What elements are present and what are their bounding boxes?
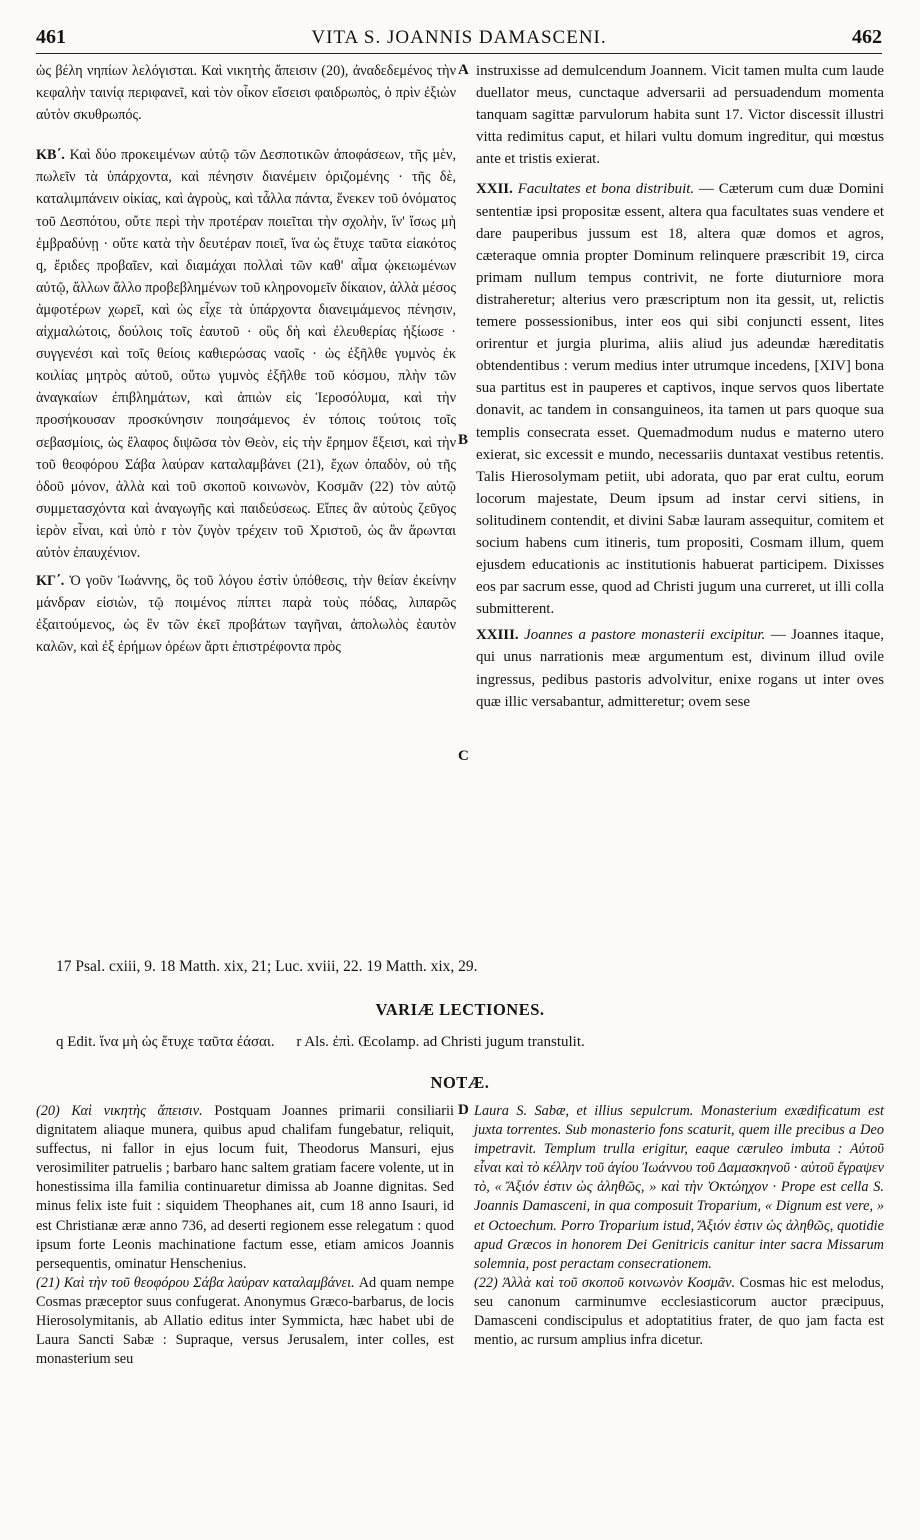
greek-chapter-text: Ὁ γοῦν Ἰωάννης, ὃς τοῦ λόγου ἐστὶν ὑπόθεσις, τὴν θείαν ἐκείνην μάνδραν εἰσιὼν, τῷ ποιμένος πίπτει παρὰ τοὺς πόδας, λιπαρῶς ἐξαιτούμενος, ὡς ἓν τῶν ἐκεῖ προβάτων ταγῆναι, ἀπολωλὸς ἑαυτὸν καλῶν, καὶ ἐξ ἐρήμων ὀρέων ἄρτι ἐπιστρέφοντα πρὸς (36, 573, 457, 656)
running-header (36, 26, 882, 50)
latin-chapter-text: — Joannes itaque, qui unus narrationis meæ argumentum est, divinum illud ovile ingressus, pedibus pastoris advolvitur, enixe rogans ut inter oves quæ illic versabantur, admitteretur; ovem sese (476, 627, 884, 710)
variant-reading: r Als. ἐπὶ. Œcolamp. ad Christi jugum transtulit. (296, 1034, 585, 1050)
variant-reading: q Edit. ἵνα μὴ ὡς ἔτυχε ταῦτα ἐάσαι. (56, 1034, 275, 1050)
page-number-right: 462 (852, 26, 882, 48)
latin-paragraph-1: instruxisse ad demulcendum Joannem. Vicit tamen multa cum laude duellator meus, cunctaque adversarii ad persuadendum momenta tanquam sagittæ parvulorum habita sunt 17. Victor discessit illustri vitta redimitus caput, et hilari vultu domum ingreditur, qui mœstus ante et tristis exierat. (476, 63, 884, 168)
notes-left-column (36, 1102, 454, 1369)
latin-chapter-label: XXIII. (476, 627, 519, 644)
latin-chapter-heading: Facultates et bona distribuit. (517, 181, 695, 198)
greek-column (36, 60, 456, 658)
margin-marker-b: B (458, 432, 469, 448)
greek-paragraph-2 (36, 144, 456, 564)
header-rule (36, 53, 882, 54)
note-text: Postquam Joannes primarii consiliarii dignitatem aliaque munera, quibus apud chalifam fungebatur, reliquit, suffectus, ni fallor in ejus locum fuit, Theodorus Mansuri, ejus verosimiliter patruelis ; barbaro hanc saltem gratiam facere volente, ut in honestissima illa familia continuaretur dimissa ab Joanne dignitas. Sed minus felix iste fuit : siquidem Theophanes ait, cum 18 anno Isauri, id est Christianæ æræ anno 736, ad deserti regionem esse relegatum : quod ipsum forte Leonis machinatione factum esse, etiam amicos Joannis persequentis, ominatur Henschenius. (36, 1103, 454, 1272)
scripture-references: 17 Psal. cxiii, 9. 18 Matth. xix, 21; Luc. xviii, 22. 19 Matth. xix, 29. (56, 958, 478, 975)
greek-chapter-label: ΚΓ΄. (36, 573, 65, 590)
latin-column (476, 60, 884, 713)
note-21 (36, 1274, 454, 1369)
page-number-left: 461 (36, 26, 66, 48)
greek-paragraph-3 (36, 570, 456, 658)
latin-chapter-heading: Joannes a pastore monasterii excipitur. (524, 627, 766, 644)
running-title: VITA S. JOANNIS DAMASCENI. (311, 27, 607, 48)
latin-chapter-label: XXII. (476, 181, 513, 198)
notes-right-column (474, 1102, 884, 1350)
note-text: Cosmas hic est melodus, seu canonum carminumve ecclesiasticorum auctor præcipuus, Damasceni condiscipulus et adoptatitius frater, de quo jam facta est mentio, ac rursum amplius infra dicetur. (474, 1274, 884, 1349)
variae-lectiones (56, 1034, 876, 1051)
note-text: Ad quam nempe Cosmas præceptor suus confugerat. Anonymus Græco-barbarus, de locis Hierosolymitanis, ab Allatio editus inter Symmicta, hæc habet ubi de Laura Sancti Sabæ : Supraque, versus Jerusalem, inter colles, est monasterium seu (36, 1274, 454, 1368)
variae-lectiones-title: VARIÆ LECTIONES. (375, 1000, 545, 1019)
note-lemma: (22) Ἀλλὰ καὶ τοῦ σκοποῦ κοινωνὸν Κοσμᾶν. (474, 1274, 736, 1291)
latin-paragraph-3 (476, 624, 884, 712)
notae-title: NOTÆ. (430, 1073, 490, 1092)
note-22 (474, 1274, 884, 1350)
note-20 (36, 1102, 454, 1274)
greek-chapter-text: Καὶ δύο προκειμένων αὐτῷ τῶν Δεσποτικῶν ἀποφάσεων, τῆς μὲν, πωλεῖν τὰ ὑπάρχοντα, καὶ πένησιν διανέμειν ὁριζομένης · τῆς δὲ, καταλιμπάνειν οἰκίας, καὶ ἀγροὺς, καὶ τἆλλα πάντα, ἕνεκεν τοῦ ὀνόματος τοῦ Δεσπότου, οὔτε περὶ τὴν προτέραν ποιεῖται τὴν σχολὴν, ἵν' ἴσως μὴ ἐμβραδύνῃ · οὔτε κατὰ τὴν δευτέραν ποιεῖ, ἵνα ὡς ἔτυχε ταῦτα εἰακότος q, ἔριδες προβαῖεν, καὶ διαμάχαι πολλαὶ τῶν καθ' αἷμα ᾠκειωμένων αὐτῷ, ἄλλων ἄλλο προβεβλημένων τοῦ κληρονομεῖν δίκαιον, ἀλλὰ μέσος ἀμφοτέρων χωρεῖ, καὶ ὡς εἶχε τὰ ὑπάρχοντα διανειμάμενος πένησιν, αἰχμαλώτοις, δούλοις τοῖς ἑαυτοῦ · οὓς δὴ καὶ ἐλευθερίας ἠξίωσε · συγγενέσι καὶ τοῖς θείοις καθιερώσας ναοῖς · ὡς ἐξῆλθε γυμνὸς ἐκ κοιλίας μητρὸς αὐτοῦ, οὕτω γυμνὸς ἐξῆλθε τοῦ κόσμου, πλὴν τῶν ἀναγκαίων ἐπιβλημάτων, καὶ ἀπιὼν εἰς Ἱεροσόλυμα, καὶ τὴν προσήκουσαν προσκύνησιν ποιησάμενος ἐν τόποις τούτοις τοῖς σεβασμίοις, ὡς ἔλαφος διψῶσα τὸν Θεὸν, εἰς τὴν ἔρημον ἔξεισι, καὶ τὴν τοῦ θεοφόρου Σάβα λαύραν καταλαμβάνει (21), ἔχων ὀπαδὸν, οὐ τῆς ὁδοῦ μόνον, ἀλλὰ καὶ τοῦ σκοποῦ κοινωνὸν, Κοσμᾶν (22) τὸν αὐτῷ συμμετασχόντα καὶ ἀναγωγῆς καὶ παιδεύσεως. Εἴπες ἂν αὐτοὺς ζεῦγος ἱερὸν εἶναι, καὶ ὑπὸ r τὸν ζυγὸν τρέχειν τοῦ Χριστοῦ, ὡς ἂν ἄρωνται αὐτὸν ἐπαυχένιον. (36, 147, 457, 561)
margin-marker-a: A (458, 62, 469, 78)
greek-chapter-label: ΚΒ΄. (36, 147, 65, 164)
margin-marker-d: D (458, 1102, 469, 1118)
latin-chapter-text: — Cæterum cum duæ Domini sententiæ ipsi propositæ essent, altera qua facultates suas vendere et dare pauperibus jussum est 18, altera quæ domos et agros, cæteraque omnia propter Dominum relinquere præscribit 19, circa primam nullum tempus contrivit, ne forte diuturniore mora distraheretur; alterius vero præscriptum non ita gessit, ut, relictis temere possessionibus, inter eos qui sibi conjuncti essent, lites orirentur et jurgia plurima, aliis aliud jus adeundæ hæreditatis obtendentibus : verum medius inter utrumque incedens, [XIV] bona sua partitus est in pauperes et captivos, inque servos quos libertate donavit, ac tandem in consanguineos, ita tamen ut pars quoque sua templis consecrata esset. Quemadmodum nudus e materno utero exierat, sic excessit e mundo, necessariis duntaxat vestibus retentis. Talis Hierosolymam petiit, ubi adorata, quo par erat cultu, eorum locorum majestate, Deum ipsum ad instar cervi sitiens, in solitudinem contendit, et divini Sabæ lauram assequitur, comitem et socium habens cum itineris, tum propositi, Cosmam illum, quem ejusdem educationis ac institutionis habuerat participem. Dixisses eos par sacrum esse, quod ad Christi jugum una curreret, ut illi colla submitterent. (476, 181, 884, 618)
note-21-continued: Laura S. Sabæ, et illius sepulcrum. Monasterium exædificatum est juxta torrentes. Sub monasterio fons scaturit, quem ille precibus a Deo impetravit. Templum trulla erigitur, eaque cæruleo imbuta : Αὐτοῦ εἶναι καὶ τὸ κέλλην τοῦ ἁγίου Ἰωάννου τοῦ Δαμασκηνοῦ · αὐτοῦ ἔγραψεν τὸ, « Ἄξιόν ἐστιν ὡς ἀληθῶς, » καὶ τὴν Ὀκτώηχον · Prope est cella S. Joannis Damasceni, in qua composuit Troparium, « Dignum est vere, » et Octoechum. Porro Troparium istud, Ἄξιόν ἐστιν ὡς ἀληθῶς, quotidie apud Græcos in honorem Dei Genitricis canitur inter sacra Missarum solemnia, post peractam consecrationem. (474, 1103, 884, 1272)
note-lemma: (21) Καὶ τὴν τοῦ θεοφόρου Σάβα λαύραν καταλαμβάνει. (36, 1274, 355, 1291)
margin-marker-c: C (458, 748, 469, 764)
latin-paragraph-2 (476, 178, 884, 620)
greek-paragraph-1: ὡς βέλη νηπίων λελόγισται. Καὶ νικητὴς ἄπεισιν (20), ἀναδεδεμένος τὴν κεφαλὴν ταινίᾳ περιφανεῖ, καὶ τὸν οἶκον εἴσεισι φαιδρωπὸς, ὁ πρὶν ἐξιὼν αὐτὸν σκυθρωπός. (36, 63, 456, 124)
note-lemma: (20) Καὶ νικητὴς ἄπεισιν. (36, 1103, 203, 1119)
